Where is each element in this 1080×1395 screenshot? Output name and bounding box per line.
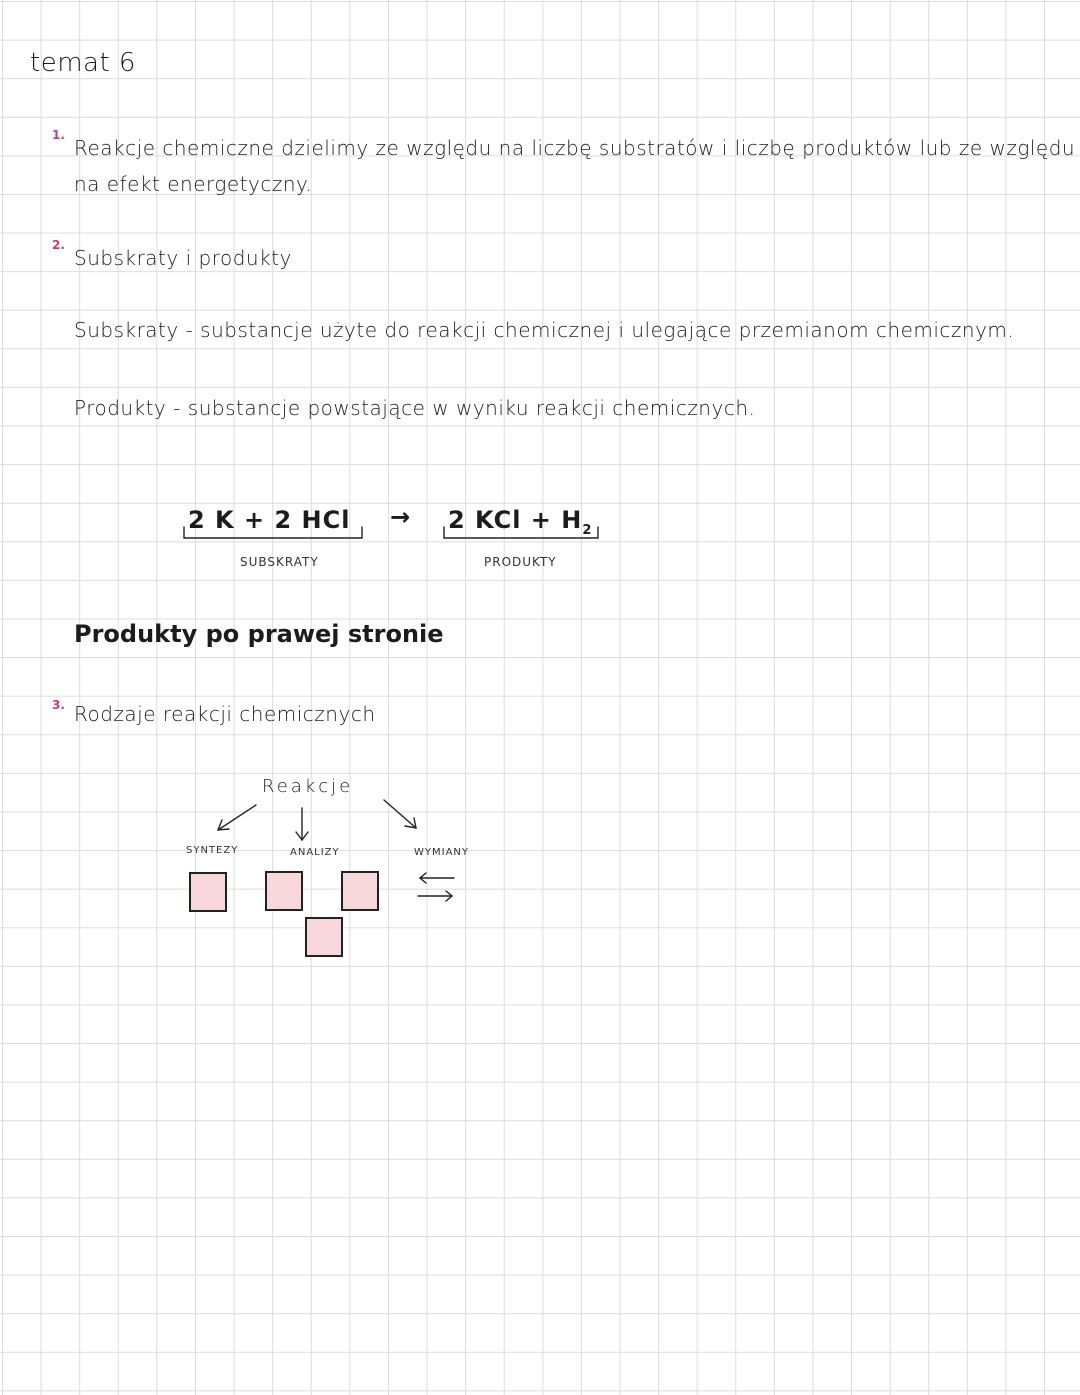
arrow-to-exchange-icon bbox=[384, 800, 416, 828]
branch-synthesis: SYNTEZY bbox=[186, 845, 239, 856]
equation-right-main: 2 KCl + H bbox=[448, 506, 583, 534]
branch-analysis: ANALIZY bbox=[290, 847, 340, 858]
page-title: temat 6 bbox=[30, 48, 136, 78]
section-3-heading: Rodzaje reakcji chemicznych bbox=[74, 702, 376, 726]
equation-left: 2 K + 2 HCl bbox=[188, 506, 351, 534]
label-products: PRODUKTY bbox=[484, 555, 557, 569]
section-number-2: 2. bbox=[52, 238, 65, 252]
products-bracket bbox=[444, 527, 598, 538]
arrow-to-synthesis-icon bbox=[218, 805, 256, 830]
label-substrates: SUBSKRATY bbox=[240, 555, 319, 569]
definition-substrates: Subskraty - substancje użyte do reakcji chemicznej i ulegające przemianom chemicznym. bbox=[74, 318, 1015, 342]
exchange-arrows-icon bbox=[418, 873, 454, 901]
substrates-bracket bbox=[184, 527, 362, 538]
section-1-line-2: na efekt energetyczny. bbox=[74, 172, 313, 196]
arrow-to-analysis-icon bbox=[296, 808, 308, 840]
equation-subscript: 2 bbox=[582, 522, 593, 538]
section-number-3: 3. bbox=[52, 698, 65, 712]
diagram-root: Reakcje bbox=[262, 776, 354, 797]
branch-exchange: WYMIANY bbox=[414, 847, 470, 858]
equation-arrow: → bbox=[390, 503, 412, 531]
section-2-heading: Subskraty i produkty bbox=[74, 246, 292, 270]
section-number-1: 1. bbox=[52, 128, 65, 142]
products-right-side-note: Produkty po prawej stronie bbox=[74, 620, 444, 648]
definition-products: Produkty - substancje powstające w wyniku reakcji chemicznych. bbox=[74, 396, 756, 420]
section-1-line-1: Reakcje chemiczne dzielimy ze względu na liczbę substratów i liczbę produktów lub ze względu bbox=[74, 136, 1076, 160]
